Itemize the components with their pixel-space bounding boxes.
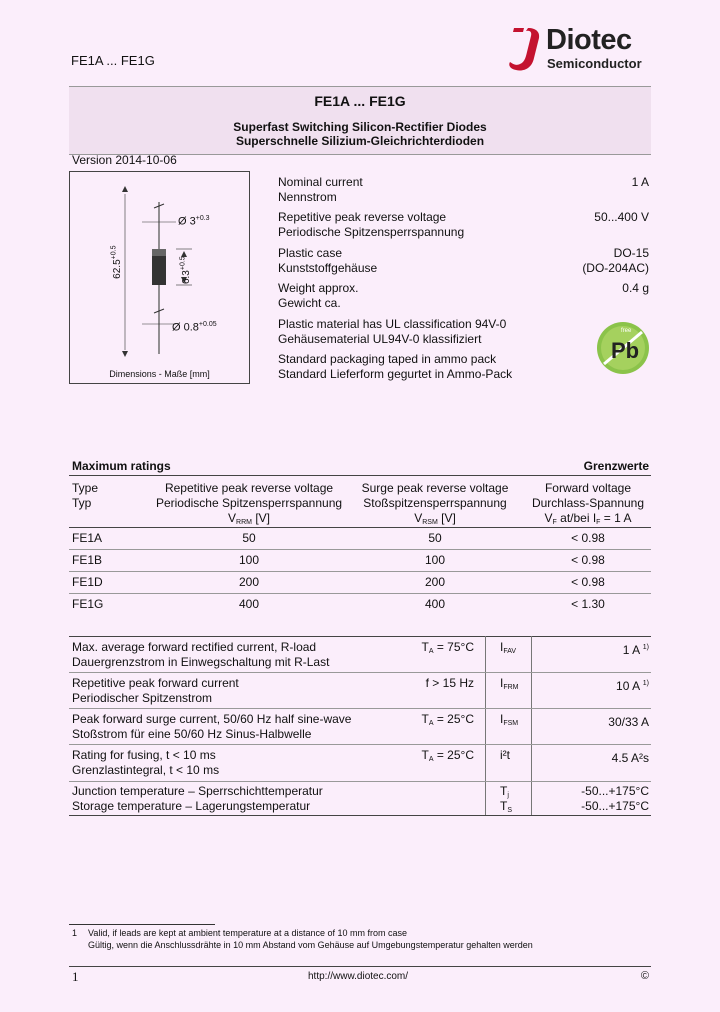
spec-packaging: Standard packaging taped in ammo pack Standard Lieferform gegurtet in Ammo-Pack bbox=[278, 352, 513, 381]
spec-reverse-voltage: Repetitive peak reverse voltage Periodische Spitzensperrspannung bbox=[278, 210, 465, 239]
spec-nominal-current-value: 1 A bbox=[631, 175, 649, 189]
max-ratings-title-de: Grenzwerte bbox=[583, 459, 649, 473]
rating-row-type: FE1A bbox=[72, 531, 103, 545]
footnote-de: Gültig, wenn die Anschlussdrähte in 10 mm Abstand vom Gehäuse auf Umgebungstemperatur gehalten werden bbox=[88, 940, 533, 950]
brand-name: Diotec bbox=[546, 24, 632, 56]
rating-row-vrrm: 50 bbox=[242, 531, 256, 545]
footer-copyright: © bbox=[640, 970, 649, 982]
spec-reverse-voltage-value: 50...400 V bbox=[594, 210, 649, 224]
param-condition: $T_A = 75^\circ C$ bbox=[421, 640, 474, 655]
param-condition: $T_A = 25^\circ C$ bbox=[421, 712, 474, 727]
rating-row-vrrm: 200 bbox=[238, 575, 260, 589]
rating-row-vrsm: 50 bbox=[428, 531, 442, 545]
rating-row-vrrm: 100 bbox=[238, 553, 260, 567]
title-de: Superschnelle Silizium-Gleichrichterdioden bbox=[235, 134, 485, 148]
lead-free-badge-icon bbox=[595, 320, 651, 376]
rating-row-vrrm: 400 bbox=[238, 597, 260, 611]
spec-ul-class: Plastic material has UL classification 94V-0 Gehäusematerial UL94V-0 klassifiziert bbox=[278, 317, 507, 346]
title-en: Superfast Switching Silicon-Rectifier Diodes bbox=[233, 120, 487, 134]
param-symbol: i²t bbox=[500, 748, 510, 762]
rating-row-vf: < 0.98 bbox=[571, 531, 605, 545]
col-vrsm-header: Surge peak reverse voltage Stoßspitzensperrspannung $V_{RSM}$ [V] bbox=[361, 481, 509, 526]
footnote-en: Valid, if leads are kept at ambient temperature at a distance of 10 mm from case bbox=[88, 928, 407, 938]
col-vf-header: Forward voltage Durchlass-Spannung $V_F$ at/bei $I_F = 1$ A bbox=[531, 481, 645, 526]
spec-nominal-current: Nominal current Nennstrom bbox=[278, 175, 363, 204]
drawing-caption: Dimensions - Maße [mm] bbox=[109, 369, 210, 379]
param-label: Peak forward surge current, 50/60 Hz half sine-wave Stoßstrom für eine 50/60 Hz Sinus-Halbwelle bbox=[72, 712, 352, 741]
temp-junction-value: -50...+175°C bbox=[581, 784, 649, 798]
brand-subtitle: Semiconductor bbox=[547, 56, 642, 71]
temp-junction-symbol: $T_j$ bbox=[500, 784, 509, 799]
param-condition: f > 15 Hz bbox=[425, 676, 474, 690]
param-value: 1 A $^{1)}$ bbox=[622, 643, 649, 657]
param-label: Max. average forward rectified current, R-load Dauergrenzstrom in Einwegschaltung mit R-Last bbox=[72, 640, 330, 669]
title-main: FE1A ... FE1G bbox=[314, 93, 406, 109]
param-value: 4.5 A²s bbox=[611, 751, 649, 765]
rating-row-vf: < 0.98 bbox=[571, 553, 605, 567]
footer-url[interactable]: http://www.diotec.com/ bbox=[308, 971, 409, 982]
pb-badge-small: free bbox=[621, 328, 632, 334]
rating-row-vf: < 1.30 bbox=[571, 597, 605, 611]
page-number: 1 bbox=[72, 969, 79, 984]
rating-row-vf: < 0.98 bbox=[571, 575, 605, 589]
dimension-drawing bbox=[69, 171, 250, 384]
spec-case: Plastic case Kunststoffgehäuse bbox=[278, 246, 378, 275]
diode-outline-drawing bbox=[70, 172, 249, 383]
param-value: 30/33 A bbox=[608, 715, 649, 729]
max-ratings-title: Maximum ratings bbox=[72, 459, 171, 473]
rating-row-type: FE1B bbox=[72, 553, 103, 567]
dim-body-diameter: Ø $3^{+0.3}$ bbox=[178, 215, 210, 228]
param-symbol: $I_{FRM}$ bbox=[500, 676, 519, 691]
title-box bbox=[69, 86, 651, 155]
rating-row-type: FE1G bbox=[72, 597, 104, 611]
param-label: Repetitive peak forward current Periodischer Spitzenstrom bbox=[72, 676, 239, 705]
dim-lead-diameter: Ø $0.8^{+0.05}$ bbox=[172, 321, 217, 334]
rating-row-vrsm: 400 bbox=[424, 597, 446, 611]
dim-body-length: $6.3^{+0.5}$ bbox=[179, 256, 193, 285]
rating-row-vrsm: 100 bbox=[424, 553, 446, 567]
param-symbol: $I_{FSM}$ bbox=[500, 712, 519, 727]
param-symbol: $I_{FAV}$ bbox=[500, 640, 517, 655]
spec-weight: Weight approx. Gewicht ca. bbox=[278, 281, 359, 310]
param-condition: $T_A = 25^\circ C$ bbox=[421, 748, 474, 763]
rating-row-type: FE1D bbox=[72, 575, 103, 589]
footnote-number: 1 bbox=[72, 928, 78, 938]
param-value: 10 A $^{1)}$ bbox=[616, 679, 649, 693]
col-type-header: Type Typ bbox=[72, 481, 99, 510]
temp-junction-label: Junction temperature – Sperrschichttemperatur bbox=[72, 784, 323, 798]
header-part-range: FE1A ... FE1G bbox=[71, 53, 155, 68]
diotec-logo-icon bbox=[506, 26, 544, 74]
temp-storage-value: -50...+175°C bbox=[581, 799, 649, 813]
pb-badge-text: Pb bbox=[611, 338, 640, 363]
spec-weight-value: 0.4 g bbox=[622, 281, 649, 295]
temp-storage-label: Storage temperature – Lagerungstemperatur bbox=[72, 799, 311, 813]
param-label: Rating for fusing, t < 10 ms Grenzlastintegral, t < 10 ms bbox=[72, 748, 220, 777]
temp-storage-symbol: $T_S$ bbox=[500, 799, 513, 814]
version: Version 2014-10-06 bbox=[72, 153, 177, 167]
dim-total-length: $62.5^{+0.5}$ bbox=[110, 245, 123, 279]
spec-case-value: DO-15 (DO-204AC) bbox=[582, 246, 649, 275]
rating-row-vrsm: 200 bbox=[424, 575, 446, 589]
col-vrrm-header: Repetitive peak reverse voltage Periodische Spitzensperrspannung $V_{RRM}$ [V] bbox=[155, 481, 343, 526]
